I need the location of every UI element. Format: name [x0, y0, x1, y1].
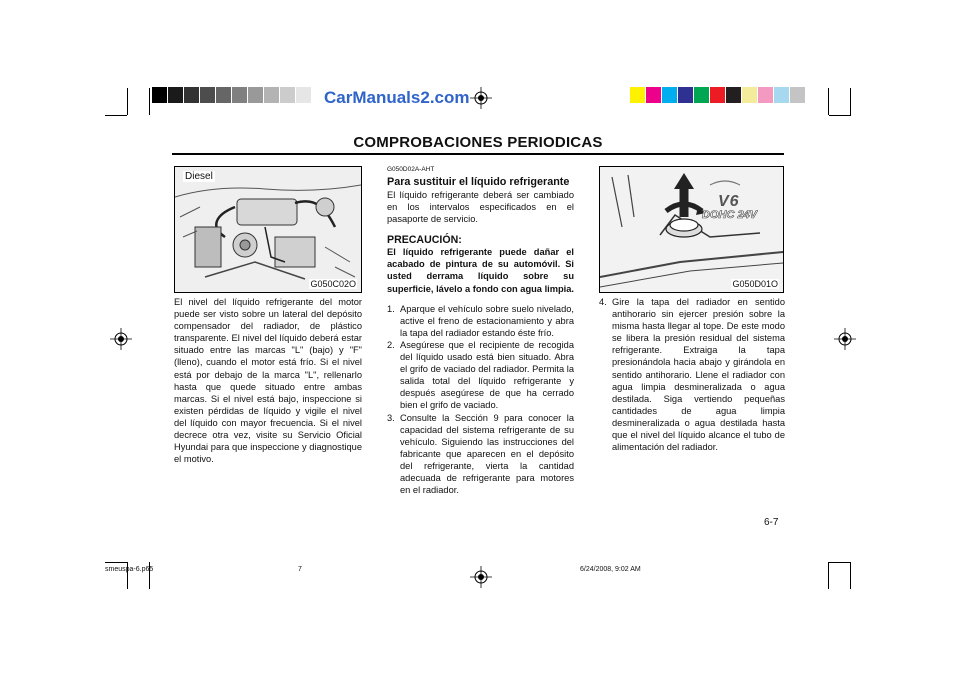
footer-page: 7 — [298, 566, 302, 573]
engine-badge-v6: V6 — [718, 193, 740, 210]
gray-swatch — [296, 87, 311, 103]
gray-swatch — [280, 87, 295, 103]
color-swatch — [630, 87, 645, 103]
color-swatch — [790, 87, 805, 103]
photo-code: G050C02O — [310, 279, 356, 289]
color-swatch — [710, 87, 725, 103]
engine-illustration-icon — [175, 167, 361, 292]
photo-title: Diesel — [185, 171, 213, 182]
caution-text: El líquido refrigerante puede dañar el acabado de pintura de su automóvil. Si usted derrama líquido sobre su superficie, lávelo a fondo con agua limpia. — [387, 247, 575, 294]
coolant-level-paragraph: El nivel del líquido refrigerante del motor puede ser visto sobre un lateral del depósito compensador del radiador, de plástico transparente. El nivel del líquido deberá estar situado entre las marcas "L" (bajo) y "F" (lleno), cuando el motor está frío. Si el nivel está por debajo de la marca "L", rellenarlo hasta que quede situado entre ambas marcas. Si el nivel está bajo, inspeccione si existen pérdidas de líquido y vigile el nivel del líquido con mayor frecuencia. Si el nivel decrece otra vez, visite su Servicio Oficial Hyundai para que inspeccione y diagnostique el motivo. — [174, 297, 362, 465]
registration-target-icon — [470, 566, 492, 588]
gray-swatch — [248, 87, 263, 103]
gray-swatch — [264, 87, 279, 103]
header-divider — [172, 153, 784, 155]
registration-target-icon — [834, 328, 856, 350]
engine-bay-photo-diesel — [174, 166, 362, 293]
list-item: 4. Gire la tapa del radiador en sentido antihorario sin ejercer presión sobre la misma hasta llegar al tope. De este modo se libera la presión residual del sistema refrigerante. Extraiga la tapa presionándola hacia abajo y girándola en sentido antihorario. Llene el radiador con agua limpia desmineralizada o agua destilada. Siga vertiendo pequeñas cantidades de agua limpia desmineralizada o agua destilada hasta que el nivel del líquido alcance el tubo de alimentación del radiador. — [599, 297, 785, 453]
color-swatch — [694, 87, 709, 103]
intro-paragraph: El líquido refrigerante deberá ser cambiado en los intervalos especificados en el pasaporte de servicio. — [387, 190, 574, 225]
registration-target-icon — [110, 328, 132, 350]
gray-swatch — [216, 87, 231, 103]
step-four — [599, 296, 785, 453]
gray-swatch — [152, 87, 167, 103]
color-swatch — [662, 87, 677, 103]
section-title: Para sustituir el líquido refrigerante — [387, 176, 570, 188]
color-swatch — [774, 87, 789, 103]
gray-swatch — [200, 87, 215, 103]
page-number: 6-7 — [764, 517, 779, 528]
color-swatch — [726, 87, 741, 103]
color-swatch — [742, 87, 757, 103]
radiator-cap-illustration-icon — [600, 167, 783, 292]
color-swatch — [758, 87, 773, 103]
color-swatch — [646, 87, 661, 103]
procedure-steps — [387, 303, 574, 497]
registration-target-icon — [470, 87, 492, 109]
list-item: 2. Asegúrese que el recipiente de recogida del líquido usado está bien situado. Abra el grifo de vaciado del radiador. Permita la salida total del líquido refrigerante y después asegúrese de que ha cerrado bien el grifo de vaciado. — [387, 339, 574, 411]
section-code: G050D02A-AHT — [387, 166, 435, 173]
replace-coolant-section — [387, 166, 574, 496]
gray-swatch — [184, 87, 199, 103]
radiator-cap-photo — [599, 166, 784, 293]
photo-code: G050D01O — [732, 279, 778, 289]
list-item: 1. Aparque el vehículo sobre suelo nivelado, active el freno de estacionamiento y abra la tapa del radiador estando éste frío. — [387, 303, 574, 338]
engine-badge-dohc: DOHC 24V — [702, 209, 758, 221]
list-item: 3. Consulte la Sección 9 para conocer la capacidad del sistema refrigerante de su vehículo. Siguiendo las instrucciones del fabricante que aparecen en el depósito del refrigerante, vierta la cantidad adecuada de refrigerante para motores en el radiador. — [387, 412, 574, 496]
footer-file: smeuspa-6.p65 — [105, 566, 154, 573]
procedure-steps — [599, 296, 785, 453]
gray-swatch — [232, 87, 247, 103]
page-title: COMPROBACIONES PERIODICAS — [353, 134, 603, 151]
caution-heading: PRECAUCIÓN: — [387, 234, 462, 247]
color-swatch — [678, 87, 693, 103]
footer-date: 6/24/2008, 9:02 AM — [580, 566, 641, 573]
site-watermark[interactable]: CarManuals2.com — [324, 88, 470, 107]
gray-swatch — [168, 87, 183, 103]
